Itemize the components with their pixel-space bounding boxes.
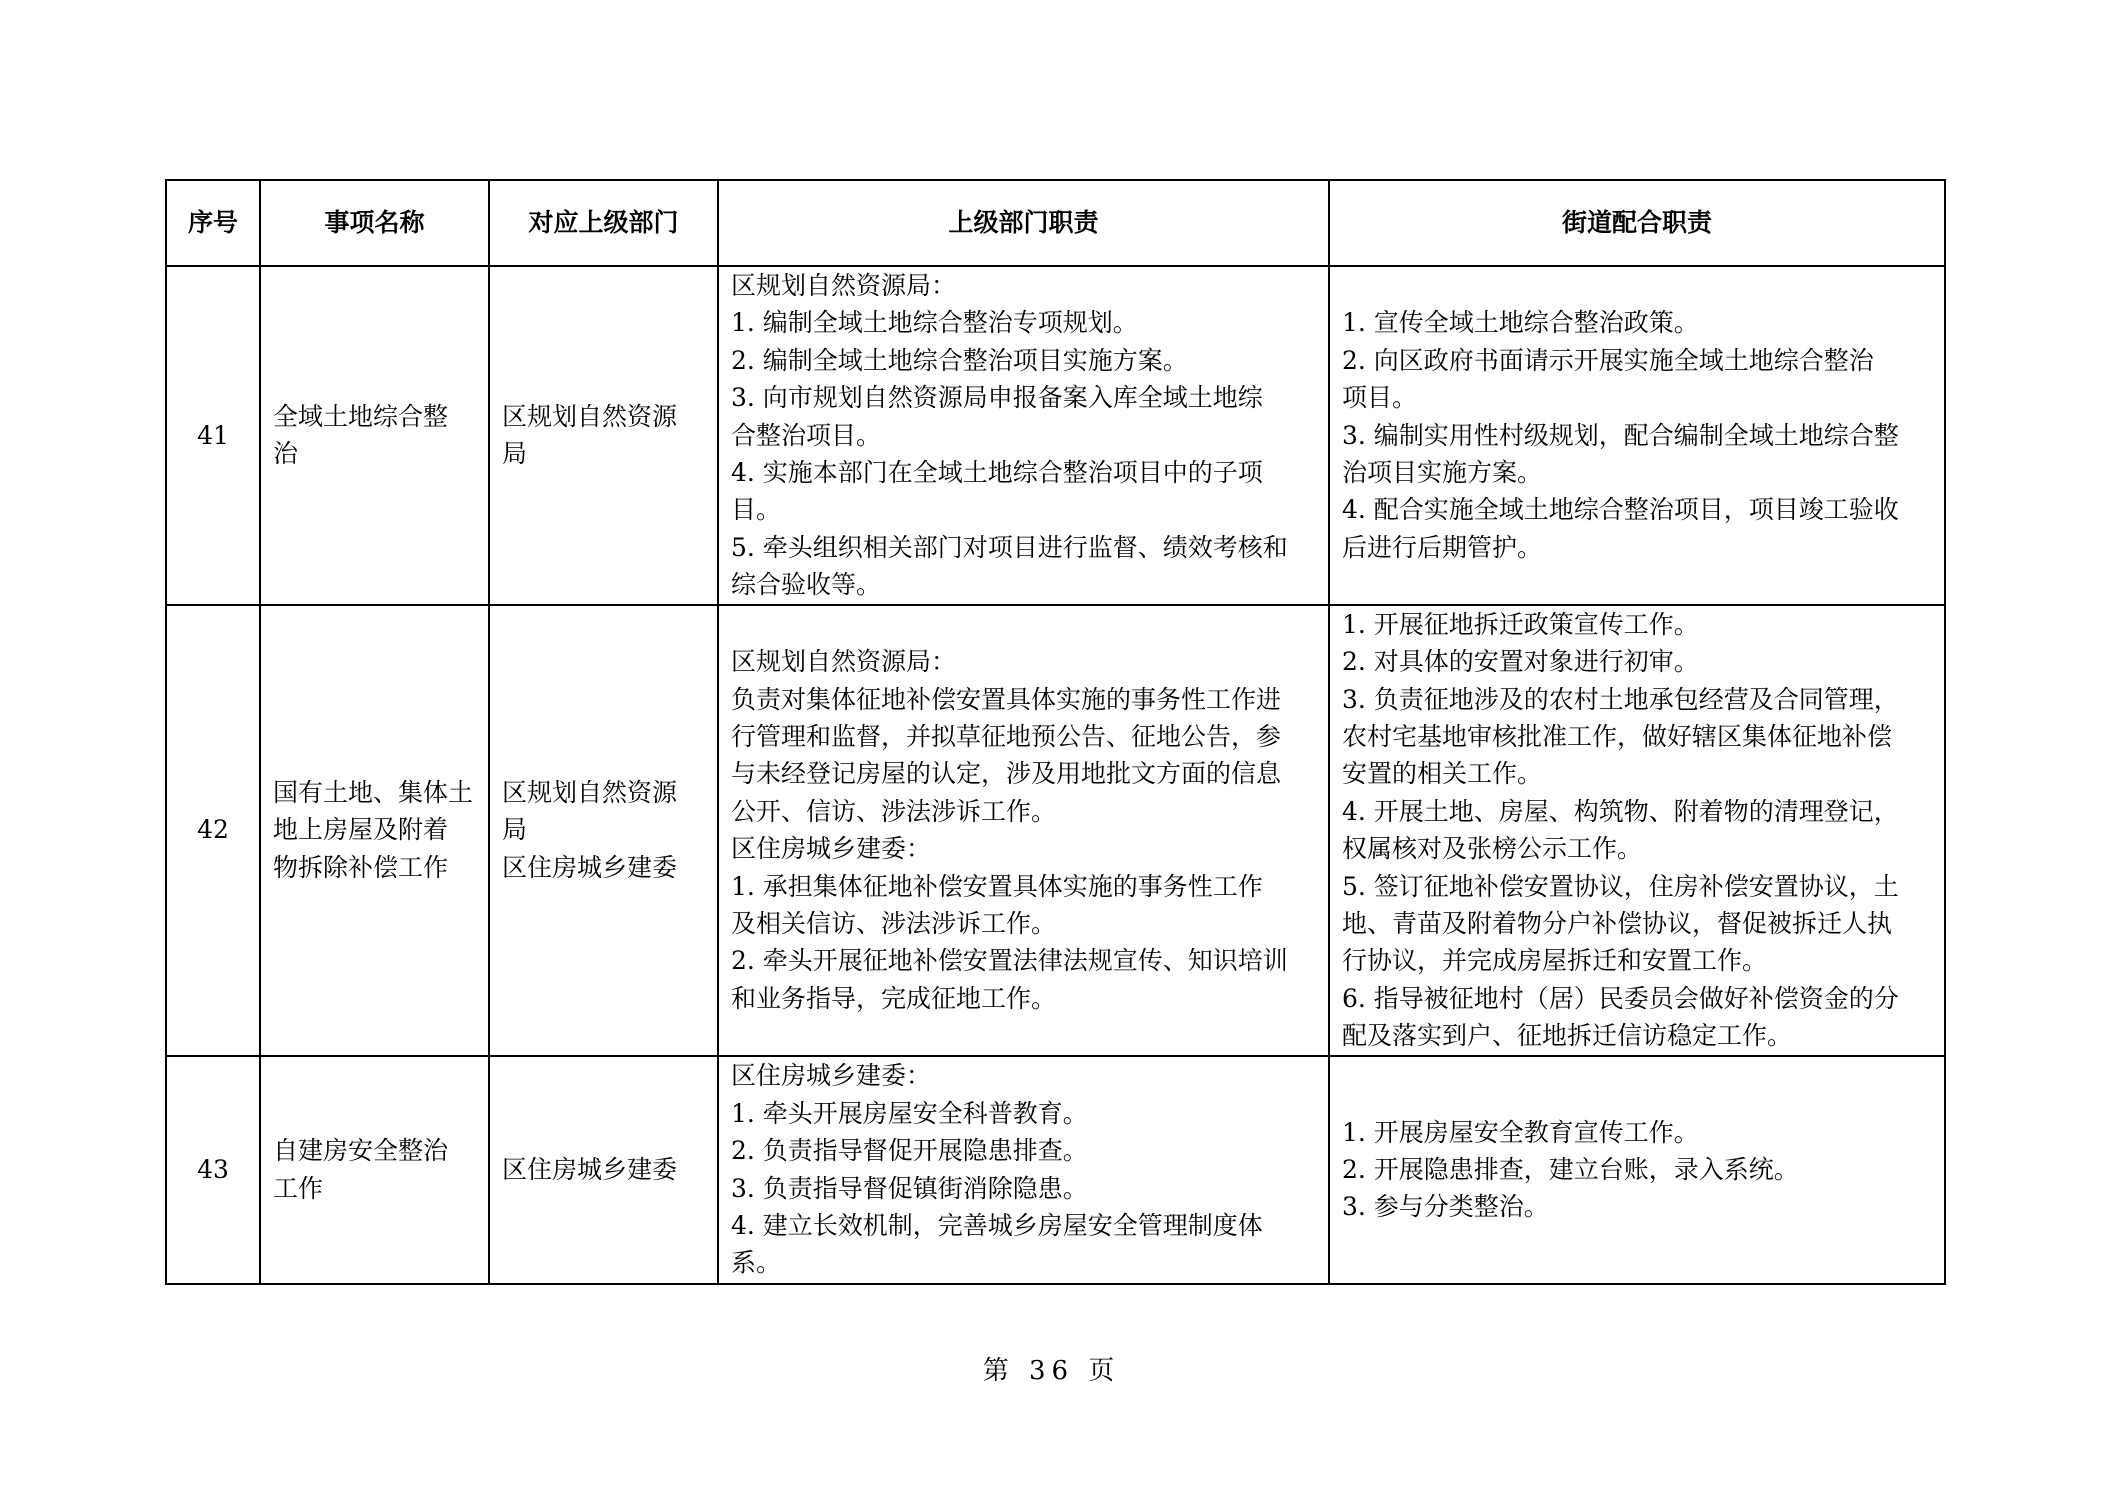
text-line: 物拆除补偿工作: [273, 852, 449, 882]
item-name-cell: [260, 266, 489, 605]
text-line: 配及落实到户、征地拆迁信访稳定工作。: [1342, 1021, 1793, 1051]
header-item-name: 事项名称: [260, 180, 489, 266]
text-line: 4. 建立长效机制，完善城乡房屋安全管理制度体: [731, 1211, 1263, 1241]
superior-duty-cell: [718, 1056, 1329, 1284]
text-line: 3. 负责征地涉及的农村土地承包经营及合同管理，: [1342, 684, 1899, 714]
text-line: 6. 指导被征地村（居）民委员会做好补偿资金的分: [1342, 983, 1899, 1013]
text-line: 1. 承担集体征地补偿安置具体实施的事务性工作: [731, 871, 1263, 901]
text-line: 4. 开展土地、房屋、构筑物、附着物的清理登记，: [1342, 796, 1899, 826]
table-row: [166, 1056, 1945, 1284]
item-name-cell: [260, 1056, 489, 1284]
header-superior-duty: 上级部门职责: [718, 180, 1329, 266]
text-line: 2. 负责指导督促开展隐患排查。: [731, 1136, 1088, 1166]
text-line: 区住房城乡建委: [502, 1154, 678, 1184]
row-number: 43: [166, 1056, 260, 1284]
text-line: 3. 负责指导督促镇街消除隐患。: [731, 1173, 1088, 1203]
table-row: [166, 605, 1945, 1056]
text-line: 行协议，并完成房屋拆迁和安置工作。: [1342, 946, 1768, 976]
dept-cell: [489, 1056, 718, 1284]
text-line: 2. 向区政府书面请示开展实施全域土地综合整治: [1342, 345, 1874, 375]
text-line: 和业务指导，完成征地工作。: [731, 983, 1057, 1013]
text-line: 3. 编制实用性村级规划，配合编制全域土地综合整: [1342, 420, 1899, 450]
responsibility-table: [165, 179, 1946, 1285]
text-line: 合整治项目。: [731, 420, 882, 450]
text-line: 农村宅基地审核批准工作，做好辖区集体征地补偿: [1342, 721, 1893, 751]
dept-cell: [489, 605, 718, 1056]
text-line: 行管理和监督，并拟草征地预公告、征地公告，参: [731, 721, 1282, 751]
text-line: 1. 宣传全域土地综合整治政策。: [1342, 308, 1699, 338]
text-line: 区住房城乡建委：: [731, 834, 932, 864]
page-number: 第 36 页: [982, 1356, 1121, 1386]
header-superior-dept: 对应上级部门: [489, 180, 718, 266]
text-line: 自建房安全整治: [273, 1136, 449, 1166]
text-line: 治: [273, 439, 299, 469]
street-duty-cell: [1329, 266, 1945, 605]
row-number: 42: [166, 605, 260, 1056]
text-line: 2. 对具体的安置对象进行初审。: [1342, 647, 1699, 677]
text-line: 全域土地综合整: [273, 401, 449, 431]
superior-duty-cell: [718, 605, 1329, 1056]
street-duty-cell: [1329, 1056, 1945, 1284]
text-line: 4. 实施本部门在全域土地综合整治项目中的子项: [731, 458, 1263, 488]
text-line: 局: [502, 439, 528, 469]
text-line: 1. 牵头开展房屋安全科普教育。: [731, 1098, 1088, 1128]
text-line: 权属核对及张榜公示工作。: [1342, 834, 1643, 864]
text-line: 区住房城乡建委: [502, 852, 678, 882]
text-line: 3. 向市规划自然资源局申报备案入库全域土地综: [731, 383, 1263, 413]
text-line: 公开、信访、涉法涉诉工作。: [731, 796, 1057, 826]
table-row: [166, 266, 1945, 605]
text-line: 局: [502, 815, 528, 845]
text-line: 负责对集体征地补偿安置具体实施的事务性工作进: [731, 684, 1282, 714]
text-line: 2. 编制全域土地综合整治项目实施方案。: [731, 345, 1188, 375]
text-line: 区规划自然资源: [502, 778, 678, 808]
text-line: 综合验收等。: [731, 570, 882, 600]
header-street-duty: 街道配合职责: [1329, 180, 1945, 266]
text-line: 2. 牵头开展征地补偿安置法律法规宣传、知识培训: [731, 946, 1288, 976]
text-line: 区住房城乡建委：: [731, 1061, 932, 1091]
text-line: 工作: [273, 1173, 324, 1203]
superior-duty-cell: [718, 266, 1329, 605]
dept-cell: [489, 266, 718, 605]
text-line: 2. 开展隐患排查，建立台账，录入系统。: [1342, 1154, 1799, 1184]
item-name-cell: [260, 605, 489, 1056]
text-line: 5. 牵头组织相关部门对项目进行监督、绩效考核和: [731, 532, 1288, 562]
text-line: 项目。: [1342, 383, 1418, 413]
header-serial: 序号: [166, 180, 260, 266]
text-line: 安置的相关工作。: [1342, 759, 1543, 789]
text-line: 区规划自然资源: [502, 401, 678, 431]
text-line: 1. 编制全域土地综合整治专项规划。: [731, 308, 1138, 338]
text-line: 4. 配合实施全域土地综合整治项目，项目竣工验收: [1342, 495, 1899, 525]
text-line: 地上房屋及附着: [273, 815, 449, 845]
text-line: 治项目实施方案。: [1342, 458, 1543, 488]
row-number: 41: [166, 266, 260, 605]
text-line: 后进行后期管护。: [1342, 532, 1543, 562]
text-line: 5. 签订征地补偿安置协议，住房补偿安置协议，土: [1342, 871, 1899, 901]
text-line: 3. 参与分类整治。: [1342, 1192, 1549, 1222]
text-line: 国有土地、集体土: [273, 778, 474, 808]
text-line: 及相关信访、涉法涉诉工作。: [731, 908, 1057, 938]
text-line: 区规划自然资源局：: [731, 271, 957, 300]
text-line: 系。: [731, 1248, 782, 1278]
text-line: 地、青苗及附着物分户补偿协议，督促被拆迁人执: [1342, 908, 1893, 938]
text-line: 1. 开展征地拆迁政策宣传工作。: [1342, 609, 1699, 639]
text-line: 目。: [731, 495, 782, 525]
text-line: 与未经登记房屋的认定，涉及用地批文方面的信息: [731, 759, 1282, 789]
table-header-row: [166, 180, 1945, 266]
street-duty-cell: [1329, 605, 1945, 1056]
text-line: 1. 开展房屋安全教育宣传工作。: [1342, 1117, 1699, 1147]
text-line: 区规划自然资源局：: [731, 647, 957, 677]
